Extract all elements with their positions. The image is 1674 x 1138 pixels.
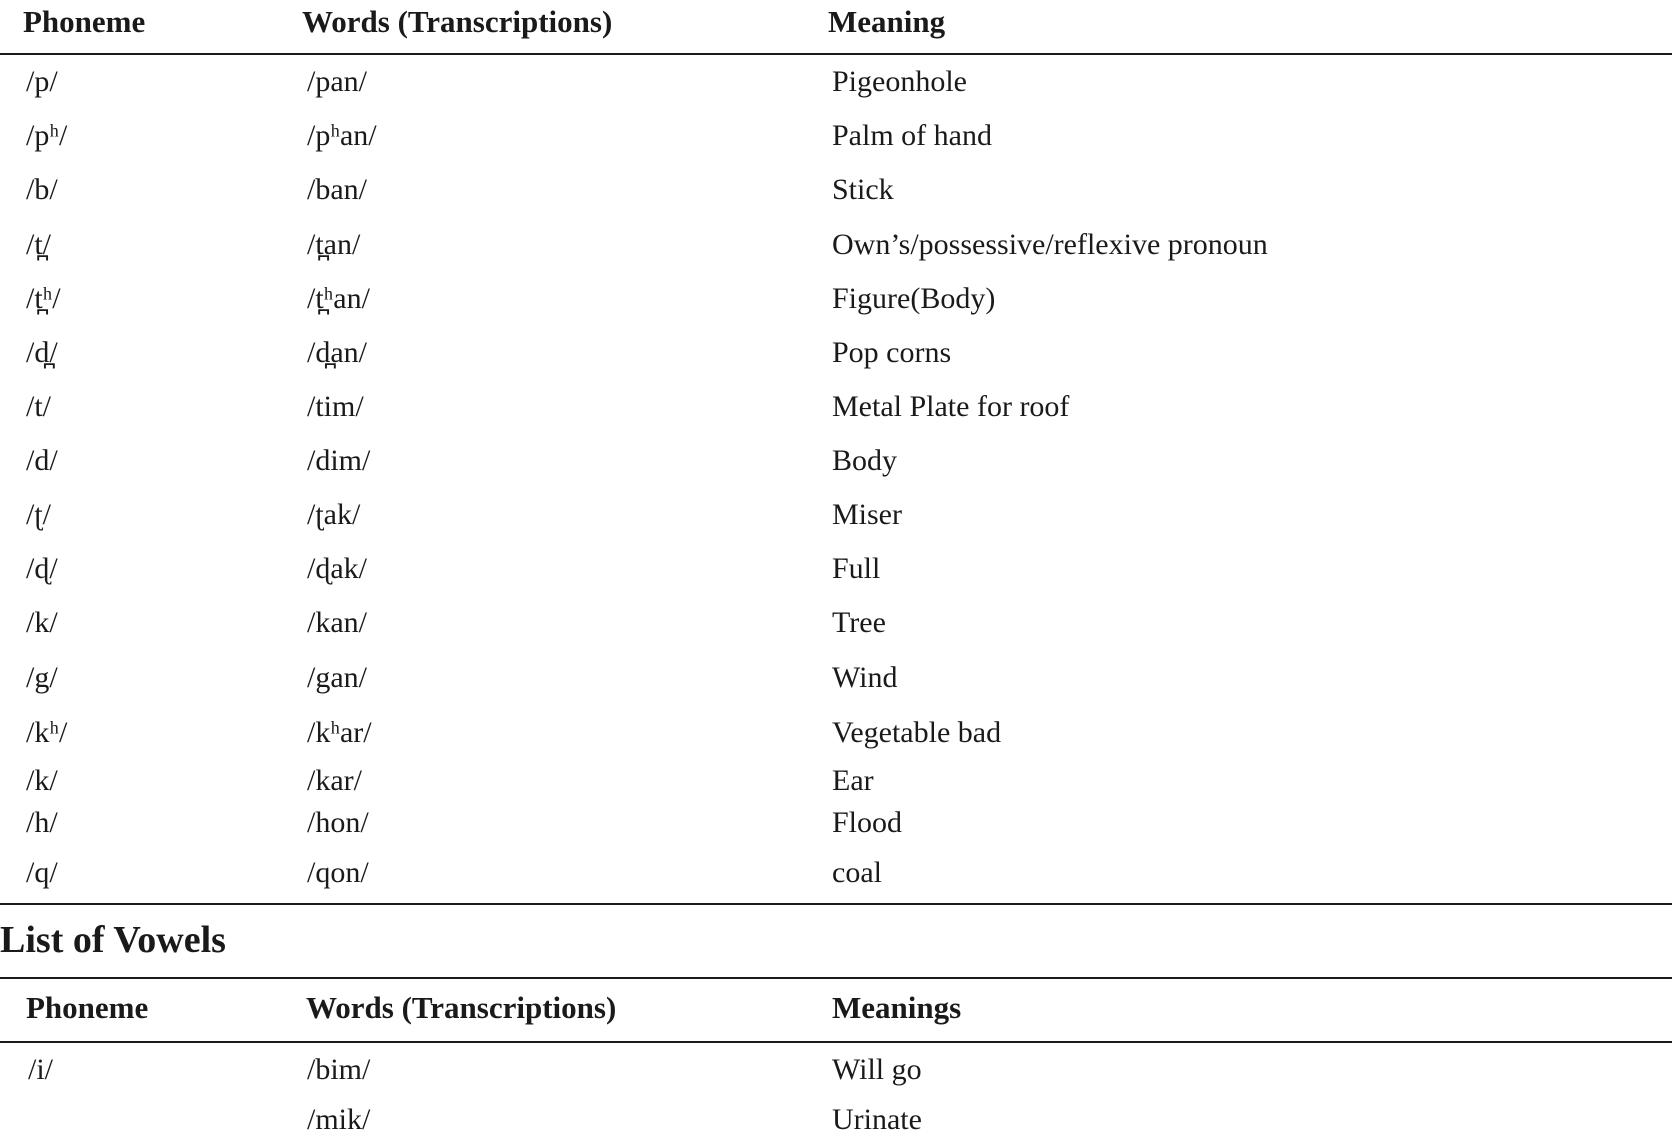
phoneme-cell: /i/	[28, 1053, 54, 1086]
vowels-header-rule	[0, 1041, 1672, 1043]
transcription-cell: /d̪an/	[307, 336, 367, 369]
phoneme-cell: /k/	[26, 764, 58, 797]
meaning-cell: Will go	[832, 1053, 922, 1086]
phoneme-cell: /t/	[26, 390, 52, 423]
phoneme-cell: /t̪/	[26, 228, 52, 261]
header-words: Words (Transcriptions)	[306, 990, 617, 1025]
phoneme-cell: /d̪/	[26, 336, 58, 369]
meaning-cell: Miser	[832, 498, 902, 531]
header-phoneme: Phoneme	[26, 990, 149, 1025]
meaning-cell: Pigeonhole	[832, 65, 967, 98]
transcription-cell: /mik/	[307, 1103, 371, 1136]
meaning-cell: Stick	[832, 173, 894, 206]
phoneme-cell: /b/	[26, 173, 58, 206]
phoneme-cell: /g/	[26, 661, 58, 694]
transcription-cell: /hon/	[307, 806, 369, 839]
transcription-cell: /pʰan/	[307, 119, 377, 152]
meaning-cell: Own’s/possessive/reflexive pronoun	[832, 228, 1268, 261]
phoneme-cell: /k/	[26, 606, 58, 639]
transcription-cell: /tim/	[307, 390, 364, 423]
meaning-cell: Metal Plate for roof	[832, 390, 1070, 423]
meaning-cell: Vegetable bad	[832, 716, 1002, 749]
meaning-cell: Wind	[832, 661, 898, 694]
meaning-cell: Full	[832, 552, 881, 585]
transcription-cell: /ʈak/	[307, 498, 361, 531]
meaning-cell: Urinate	[832, 1103, 922, 1136]
transcription-cell: /ɖak/	[307, 552, 367, 585]
table-bottom-rule	[0, 903, 1672, 905]
phoneme-cell: /t̪ʰ/	[26, 282, 61, 315]
phoneme-cell: /ʈ/	[26, 498, 52, 531]
meaning-cell: Pop corns	[832, 336, 952, 369]
phoneme-cell: /pʰ/	[26, 119, 68, 152]
transcription-cell: /dim/	[307, 444, 371, 477]
meaning-cell: Tree	[832, 606, 886, 639]
transcription-cell: /kar/	[307, 764, 362, 797]
transcription-cell: /t̪ʰan/	[307, 282, 370, 315]
meaning-cell: Ear	[832, 764, 874, 797]
phoneme-cell: /p/	[26, 65, 58, 98]
section-title: List of Vowels	[0, 919, 226, 961]
transcription-cell: /kan/	[307, 606, 367, 639]
transcription-cell: /kʰar/	[307, 716, 372, 749]
transcription-cell: /ban/	[307, 173, 367, 206]
transcription-cell: /bim/	[307, 1053, 371, 1086]
transcription-cell: /gan/	[307, 661, 367, 694]
phoneme-cell: /q/	[26, 856, 58, 889]
header-phoneme: Phoneme	[23, 4, 146, 39]
meaning-cell: Flood	[832, 806, 903, 839]
phoneme-cell: /h/	[26, 806, 58, 839]
transcription-cell: /t̪an/	[307, 228, 361, 261]
header-rule	[0, 53, 1672, 55]
transcription-cell: /pan/	[307, 65, 367, 98]
meaning-cell: Body	[832, 444, 898, 477]
phoneme-cell: /d/	[26, 444, 58, 477]
meaning-cell: coal	[832, 856, 882, 889]
vowels-top-rule	[0, 977, 1672, 979]
header-meanings: Meanings	[832, 990, 962, 1025]
transcription-cell: /qon/	[307, 856, 369, 889]
header-words: Words (Transcriptions)	[302, 4, 613, 39]
phoneme-cell: /kʰ/	[26, 716, 68, 749]
meaning-cell: Figure(Body)	[832, 282, 996, 315]
header-meaning: Meaning	[828, 4, 946, 39]
phoneme-cell: /ɖ/	[26, 552, 58, 585]
meaning-cell: Palm of hand	[832, 119, 992, 152]
